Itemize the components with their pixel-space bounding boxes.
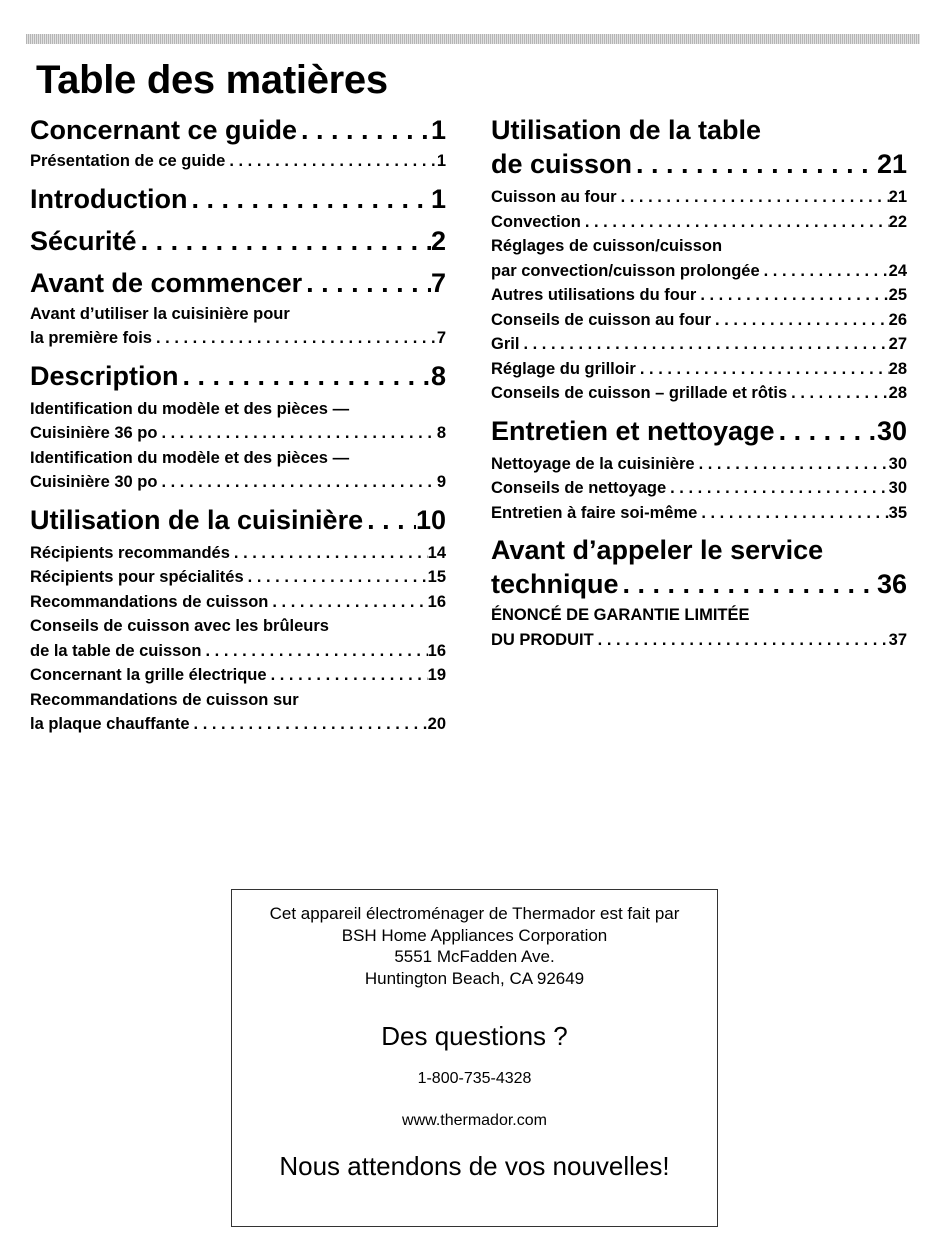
dot-leader xyxy=(696,283,888,308)
toc-entry-title: la première fois xyxy=(30,329,152,347)
toc-entry-title-line: ÉNONCÉ DE GARANTIE LIMITÉE xyxy=(491,606,750,624)
toc-right-column xyxy=(491,113,907,652)
dot-leader xyxy=(594,628,889,653)
dot-leader xyxy=(666,476,889,501)
toc-page-number: 30 xyxy=(888,479,907,497)
contact-box xyxy=(231,889,718,1227)
toc-section-entry[interactable] xyxy=(491,414,907,448)
toc-subsection-entry[interactable] xyxy=(30,397,446,446)
toc-section-entry[interactable] xyxy=(30,113,446,147)
dot-leader xyxy=(244,565,428,590)
toc-entry-title: Concernant ce guide xyxy=(30,115,298,145)
toc-page-number: 14 xyxy=(427,543,446,562)
toc-subsection-entry[interactable] xyxy=(30,590,446,615)
toc-subsection-entry[interactable] xyxy=(30,302,446,351)
toc-page-number: 27 xyxy=(888,335,907,353)
toc-subsection-entry[interactable] xyxy=(491,332,907,357)
toc-subsection-entry[interactable] xyxy=(491,476,907,501)
toc-entry-title: Introduction xyxy=(30,183,188,214)
dot-leader xyxy=(519,332,888,357)
dot-leader xyxy=(137,224,431,258)
toc-page-number: 1 xyxy=(436,152,446,170)
toc-entry-title: Conseils de nettoyage xyxy=(491,479,667,497)
toc-entry-title: Concernant la grille électrique xyxy=(30,666,267,684)
dot-leader xyxy=(787,381,888,406)
questions-heading: Des questions ? xyxy=(381,1021,568,1051)
toc-entry-title: Description xyxy=(30,360,179,391)
toc-subsection-entry[interactable] xyxy=(30,688,446,737)
dot-leader xyxy=(697,501,888,526)
toc-entry-title: Nettoyage de la cuisinière xyxy=(491,454,695,473)
toc-entry-title: Sécurité xyxy=(30,225,137,256)
toc-page-number: 16 xyxy=(427,592,446,611)
dot-leader xyxy=(157,470,436,495)
toc-entry-title: de cuisson xyxy=(491,149,633,179)
toc-entry-title: Conseils de cuisson au four xyxy=(491,310,712,329)
dot-leader xyxy=(775,414,877,448)
toc-page-number: 7 xyxy=(436,329,446,347)
toc-entry-title: Cuisinière 36 po xyxy=(30,424,158,442)
dot-leader xyxy=(179,359,431,393)
dot-leader xyxy=(363,503,416,537)
toc-section-entry[interactable] xyxy=(30,182,446,216)
toc-page-number: 28 xyxy=(888,384,907,402)
toc-page-number: 20 xyxy=(427,715,446,733)
toc-entry-title-line: Utilisation de la table xyxy=(491,115,762,145)
toc-page-number: 35 xyxy=(888,503,907,522)
dot-leader xyxy=(201,639,427,664)
dot-leader xyxy=(297,113,431,147)
dot-leader xyxy=(632,147,877,181)
toc-entry-title-line: Identification du modèle et des pièces — xyxy=(30,399,350,418)
dot-leader xyxy=(152,326,437,351)
toc-subsection-entry[interactable] xyxy=(30,541,446,566)
dot-leader xyxy=(581,210,889,235)
toc-entry-title: Récipients pour spécialités xyxy=(30,568,244,586)
toc-page-number: 8 xyxy=(436,424,446,442)
toc-entry-title: Avant de commencer xyxy=(30,267,303,298)
toc-entry-title: Conseils de cuisson – grillade et rôtis xyxy=(491,384,788,402)
address-line: BSH Home Appliances Corporation xyxy=(341,925,608,945)
dot-leader xyxy=(760,259,889,284)
toc-entry-title: par convection/cuisson prolongée xyxy=(491,261,760,280)
toc-page-number: 21 xyxy=(876,149,907,179)
slogan: Nous attendons de vos nouvelles! xyxy=(279,1151,670,1181)
toc-entry-title: Cuisinière 30 po xyxy=(30,473,158,491)
toc-entry-title: Récipients recommandés xyxy=(30,543,230,562)
toc-entry-title: Présentation de ce guide xyxy=(30,152,226,170)
toc-subsection-entry[interactable] xyxy=(491,234,907,283)
dot-leader xyxy=(617,185,889,210)
toc-subsection-entry[interactable] xyxy=(30,149,446,174)
toc-subsection-entry[interactable] xyxy=(491,185,907,210)
dot-leader xyxy=(157,421,436,446)
dot-leader xyxy=(302,266,431,300)
dot-leader xyxy=(268,590,427,615)
website-link[interactable]: www.thermador.com xyxy=(402,1112,547,1129)
toc-entry-title: la plaque chauffante xyxy=(30,715,190,733)
toc-page-number: 16 xyxy=(427,641,446,660)
toc-page-number: 7 xyxy=(430,267,446,298)
toc-entry-title: Entretien et nettoyage xyxy=(491,415,775,446)
toc-section-entry[interactable] xyxy=(30,359,446,393)
toc-entry-title-line: Avant d’utiliser la cuisinière pour xyxy=(30,304,290,323)
toc-page-number: 1 xyxy=(430,183,446,214)
dot-leader xyxy=(711,308,889,333)
toc-entry-title: Entretien à faire soi-même xyxy=(491,503,698,522)
toc-subsection-entry[interactable] xyxy=(491,501,907,526)
toc-page-number: 28 xyxy=(888,359,907,378)
toc-entry-title-line: Avant d’appeler le service xyxy=(491,535,824,565)
toc-subsection-entry[interactable] xyxy=(491,452,907,477)
dot-leader xyxy=(619,567,877,601)
toc-section-entry[interactable] xyxy=(30,266,446,300)
toc-page-number: 25 xyxy=(888,286,907,304)
toc-entry-title: Convection xyxy=(491,212,581,231)
toc-page-number: 2 xyxy=(430,225,446,256)
toc-section-entry[interactable] xyxy=(30,224,446,258)
toc-subsection-entry[interactable] xyxy=(30,446,446,495)
toc-subsection-entry[interactable] xyxy=(491,381,907,406)
toc-page-number: 30 xyxy=(888,454,907,473)
toc-entry-title: Cuisson au four xyxy=(491,188,617,206)
toc-entry-title-line: Recommandations de cuisson sur xyxy=(30,690,299,709)
dot-leader xyxy=(187,182,431,216)
address-line: Huntington Beach, CA 92649 xyxy=(364,968,585,988)
toc-page-number: 10 xyxy=(415,504,446,535)
toc-section-entry[interactable] xyxy=(30,503,446,537)
toc-subsection-entry[interactable] xyxy=(491,308,907,333)
toc-subsection-entry[interactable] xyxy=(30,565,446,590)
toc-entry-title: Autres utilisations du four xyxy=(491,286,697,304)
toc-page-number: 36 xyxy=(876,569,907,599)
toc-subsection-entry[interactable] xyxy=(491,357,907,382)
toc-subsection-entry[interactable] xyxy=(30,663,446,688)
dot-leader xyxy=(225,149,437,174)
toc-entry-title: Réglage du grilloir xyxy=(491,359,636,378)
toc-page-number: 37 xyxy=(888,630,907,649)
toc-entry-title: DU PRODUIT xyxy=(491,630,594,649)
manufacturer-address xyxy=(232,903,717,989)
phone-number: 1-800-735-4328 xyxy=(417,1070,532,1087)
toc-left-column xyxy=(30,113,446,737)
toc-entry-title-line: Réglages de cuisson/cuisson xyxy=(491,237,723,255)
toc-entry-title: Utilisation de la cuisinière xyxy=(30,504,364,535)
dot-leader xyxy=(190,712,428,737)
toc-page-number: 24 xyxy=(888,261,907,280)
toc-entry-title: Recommandations de cuisson xyxy=(30,592,269,611)
toc-page-number: 19 xyxy=(427,666,446,684)
toc-page-number: 21 xyxy=(888,188,907,206)
toc-entry-title: technique xyxy=(491,569,619,599)
dot-leader xyxy=(636,357,889,382)
address-line: Cet appareil électroménager de Thermador est fait par xyxy=(269,904,680,923)
toc-subsection-entry[interactable] xyxy=(491,210,907,235)
toc-page-number: 1 xyxy=(430,115,446,145)
toc-entry-title-line: Conseils de cuisson avec les brûleurs xyxy=(30,617,329,635)
toc-entry-title: de la table de cuisson xyxy=(30,641,202,660)
page-title: Table des matières xyxy=(36,58,388,102)
toc-subsection-entry[interactable] xyxy=(30,614,446,663)
toc-subsection-entry[interactable] xyxy=(491,283,907,308)
address-line: 5551 McFadden Ave. xyxy=(394,947,555,966)
header-rule xyxy=(26,34,920,44)
toc-page-number: 26 xyxy=(888,310,907,329)
toc-page-number: 22 xyxy=(888,212,907,231)
dot-leader xyxy=(267,663,428,688)
toc-page-number: 15 xyxy=(427,568,446,586)
toc-page-number: 8 xyxy=(430,360,446,391)
toc-page-number: 30 xyxy=(876,415,907,446)
toc-section-entry[interactable] xyxy=(491,113,907,181)
toc-page-number: 9 xyxy=(436,473,446,491)
toc-entry-title: Gril xyxy=(491,335,520,353)
dot-leader xyxy=(695,452,889,477)
toc-subsection-entry[interactable] xyxy=(491,603,907,652)
toc-section-entry[interactable] xyxy=(491,533,907,601)
dot-leader xyxy=(230,541,428,566)
toc-entry-title-line: Identification du modèle et des pièces — xyxy=(30,448,350,467)
